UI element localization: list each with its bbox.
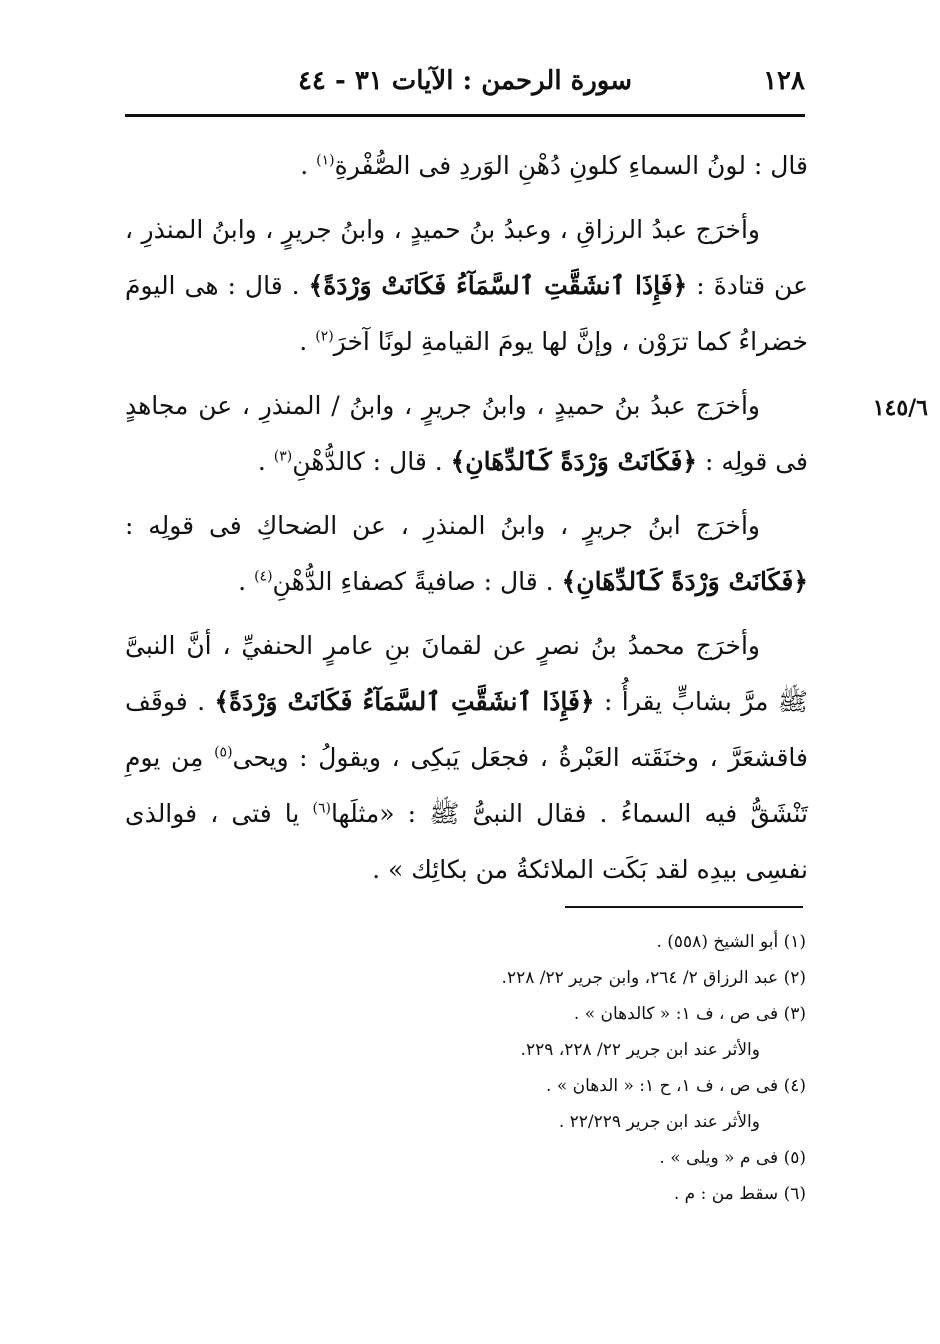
footnote-6: (٦) سقط من : م . [673, 1184, 806, 1204]
margin-volume-page-ref: ١٤٥/٦ [872, 395, 928, 421]
footnote-3-continued: والأثر عند ابن جرير ٢٢/ ٢٢٨، ٢٢٩. [520, 1040, 760, 1060]
footnote-ref: (٦) [312, 800, 331, 817]
footnote-3: (٣) فى ص ، ف ١: « كالدهان » . [573, 1004, 806, 1024]
text-run: مِن يومِ تَنْشَقُّ فيه السماءُ . فقال النبىُّ ﷺ : «مثلَها [125, 743, 808, 828]
footnote-5: (٥) فى م « ويلى » . [659, 1148, 806, 1168]
quran-verse: ﴿فَإِذَا ٱنشَقَّتِ ٱلسَّمَآءُ فَكَانَتْ وَرْدَةً﴾ [308, 271, 688, 300]
running-title: سورة الرحمن : الآيات ٣١ - ٤٤ [297, 66, 633, 96]
text-run: قال : لونُ السماءِ كلونِ دُهْنِ الوَردِ فى الصُّفْرةِ [334, 151, 808, 180]
footnote-rule [565, 906, 803, 908]
paragraph-3 [125, 378, 808, 490]
paragraph-1 [125, 138, 808, 194]
footnote-ref: (٣) [273, 448, 293, 465]
text-run: وأخرَج محمدُ بنُ نصرٍ عن لقمانَ بنِ عامرٍ الحنفيِّ ، أنَّ النبىَّ ﷺ مرَّ بشابٍّ يقرأُ : [125, 631, 808, 716]
quran-verse: ﴿فَكَانَتْ وَرْدَةً كَٱلدِّهَانِ﴾ [561, 567, 808, 596]
text-run: . قال : كالدُّهْنِ [292, 447, 451, 476]
header-rule [125, 114, 805, 117]
text-run: يا فتى ، فوالذى نفسِى بيدِه لقد بَكَت الملائكةُ من بكائِك » . [125, 799, 808, 884]
page-header [125, 62, 805, 106]
text-run: . [238, 567, 255, 596]
text-run: . قال : هى اليومَ خضراءُ كما ترَوْن ، وإنَّ لها يومَ القيامةِ لونًا آخرَ [125, 271, 808, 356]
quran-verse: ﴿فَإِذَا ٱنشَقَّتِ ٱلسَّمَآءُ فَكَانَتْ وَرْدَةً﴾ [214, 687, 595, 716]
footnote-ref: (٢) [315, 328, 334, 345]
footnote-1: (١) أبو الشيخ (٥٥٨) . [656, 932, 806, 952]
text-run: . فوقَف فاقشعَرَّ ، وخنَقَته العَبْرةُ ، فجعَل يَبكِى ، ويقولُ : ويحى [125, 687, 808, 772]
text-run: . [299, 327, 316, 356]
quran-verse: ﴿فَكَانَتْ وَرْدَةً كَٱلدِّهَانِ﴾ [450, 447, 698, 476]
text-run: وأخرَج عبدُ الرزاقِ ، وعبدُ بنُ حميدٍ ، وابنُ جريرٍ ، وابنُ المنذرِ ، عن قتادةَ : [125, 215, 808, 300]
footnote-ref: (٤) [254, 568, 273, 585]
footnote-2: (٢) عبد الرزاق ٢/ ٢٦٤، وابن جرير ٢٢/ ٢٢٨. [501, 968, 806, 988]
text-run: وأخرَج ابنُ جريرٍ ، وابنُ المنذرِ ، عن الضحاكِ فى قولِه : [125, 511, 760, 540]
text-run: وأخرَج عبدُ بنُ حميدٍ ، وابنُ جريرٍ ، وابنُ / المنذرِ ، عن مجاهدٍ فى قولِه : [125, 391, 808, 476]
footnotes [400, 924, 806, 1212]
text-run: . قال : صافيةً كصفاءِ الدُّهْنِ [272, 567, 562, 596]
paragraph-5 [125, 618, 808, 898]
page-number: ١٢٨ [763, 66, 805, 96]
text-run: . [300, 151, 317, 180]
footnote-4: (٤) فى ص ، ف ١، ح ١: « الدهان » . [546, 1076, 806, 1096]
paragraph-2 [125, 202, 808, 370]
paragraph-4 [125, 498, 808, 610]
footnote-ref: (١) [316, 152, 335, 169]
text-run: . [257, 447, 274, 476]
main-text [125, 138, 808, 906]
footnote-4-continued: والأثر عند ابن جرير ٢٢/٢٢٩ . [558, 1112, 760, 1132]
footnote-ref: (٥) [214, 744, 233, 761]
